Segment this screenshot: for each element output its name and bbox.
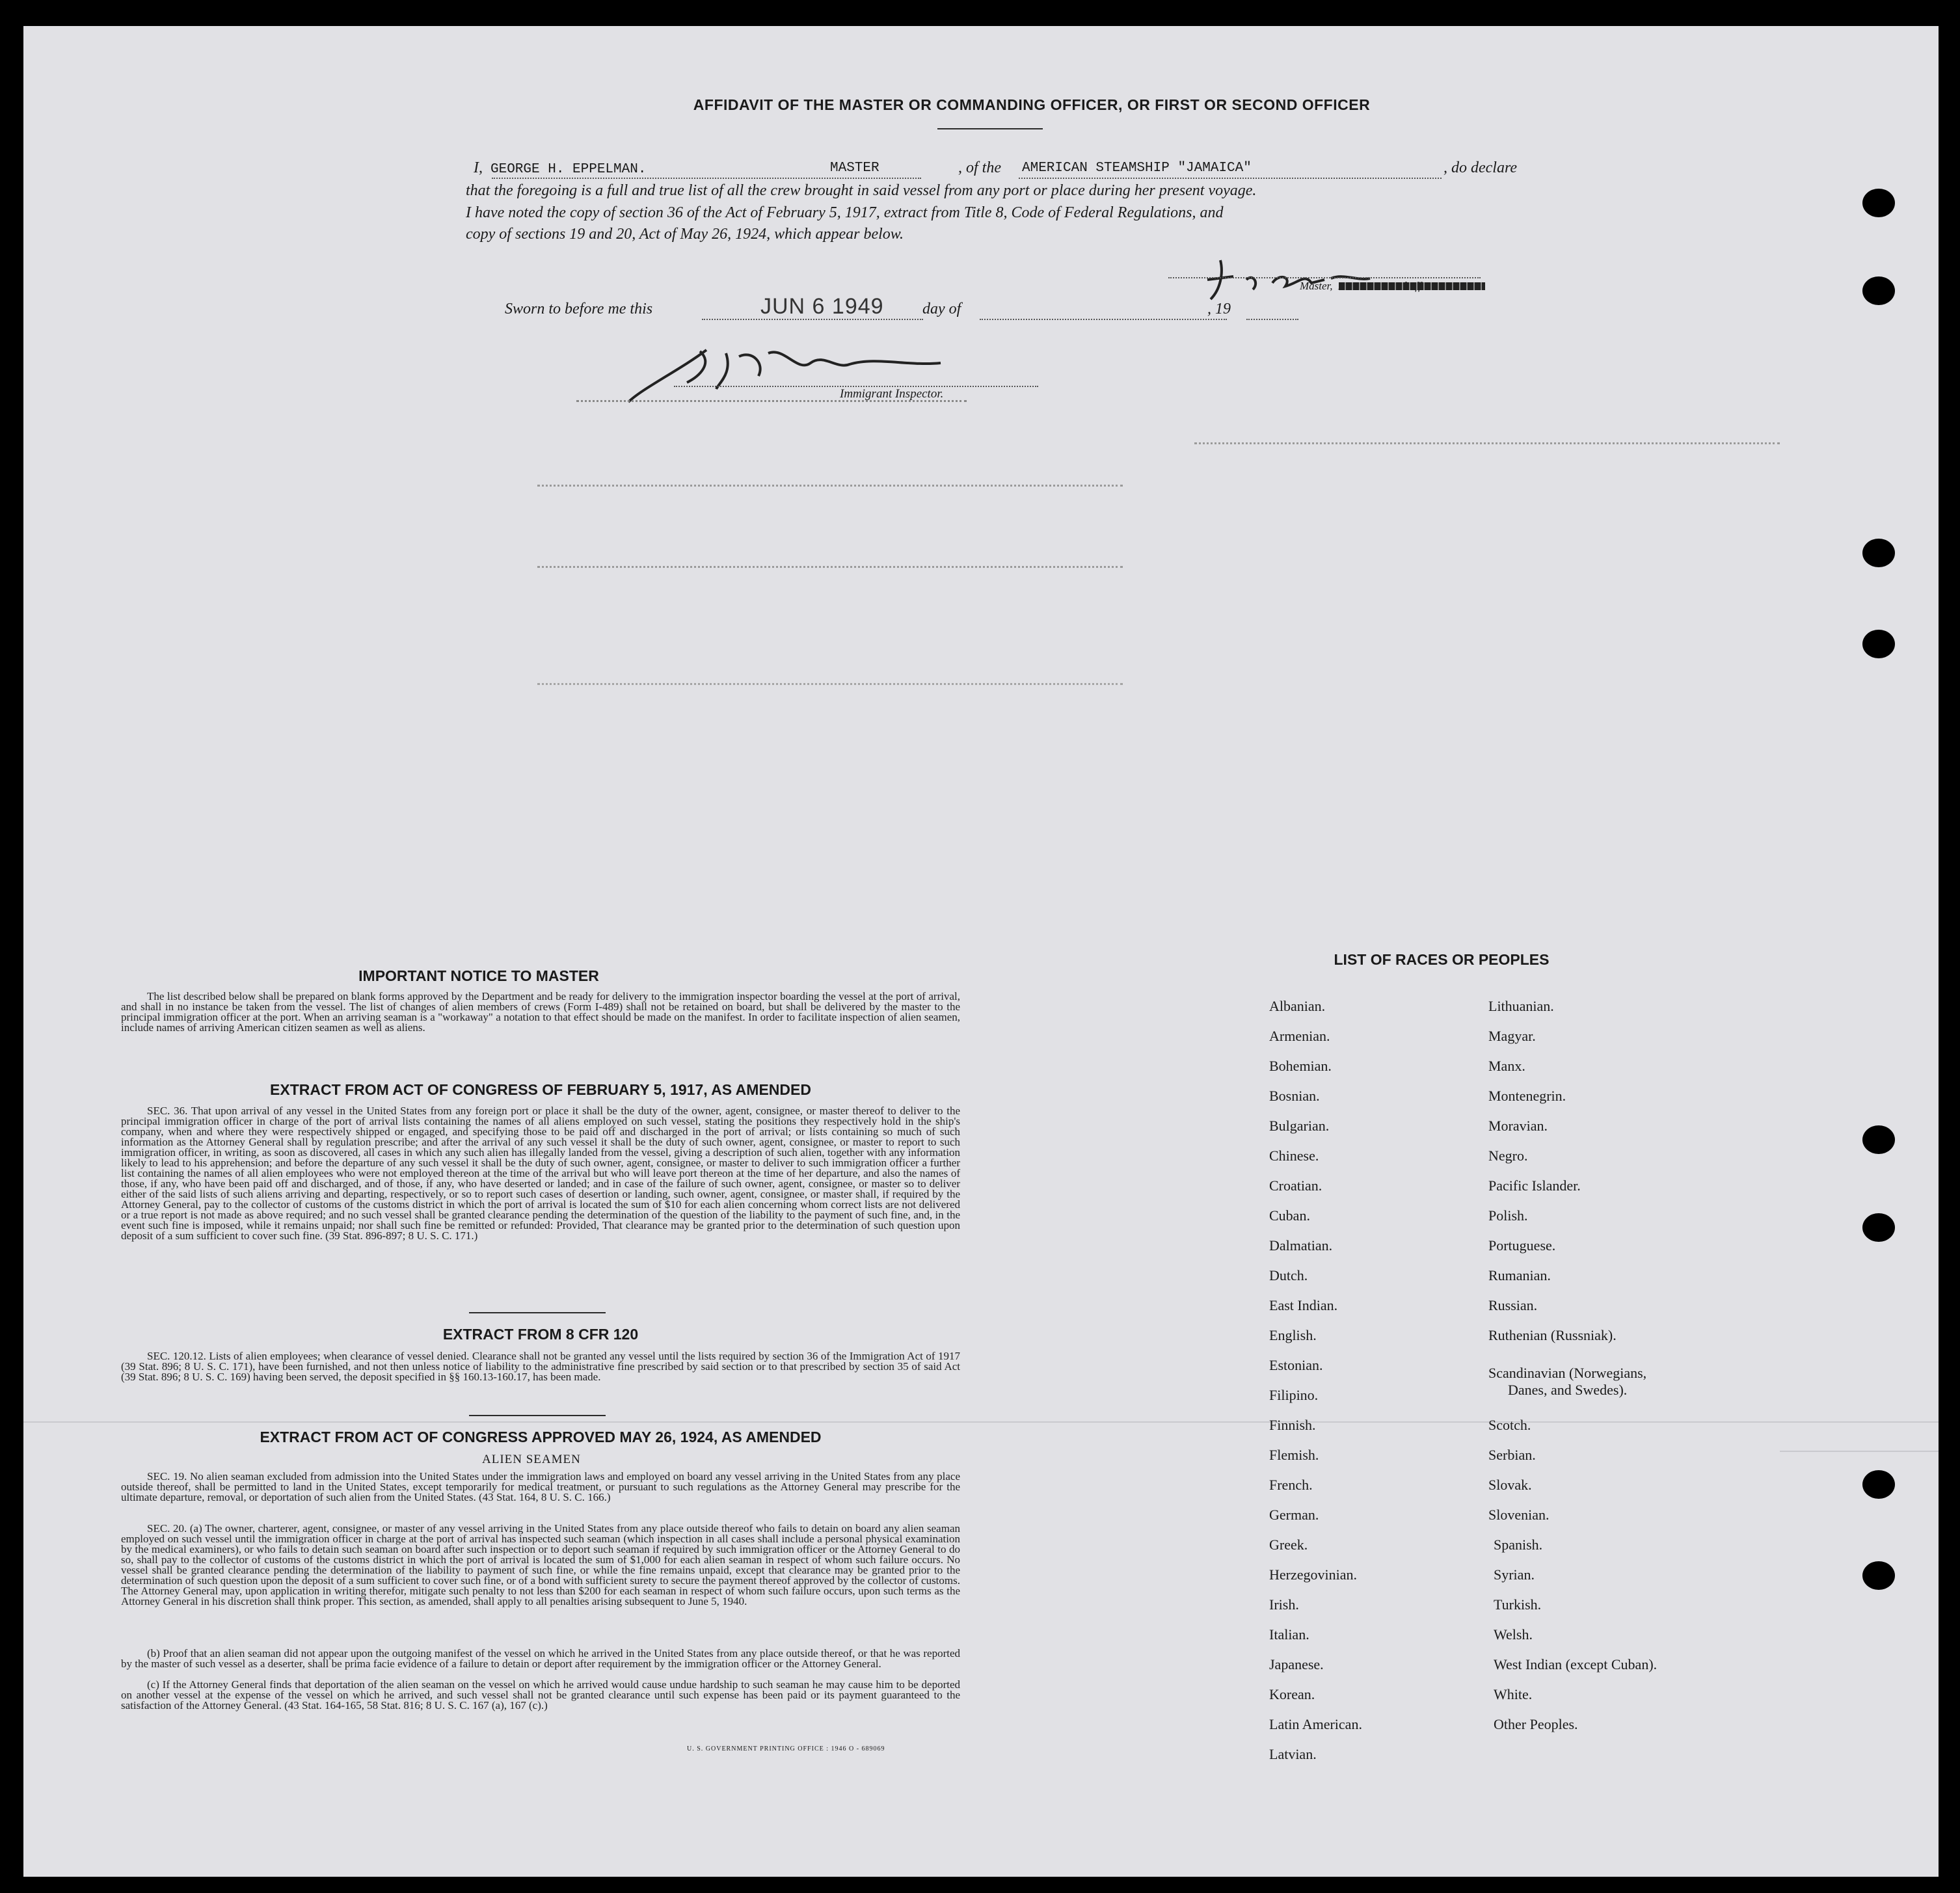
sworn-prefix: Sworn to before me this (505, 301, 653, 317)
race-item: Russian. (1488, 1297, 1538, 1313)
race-item: English. (1269, 1327, 1317, 1343)
sec-20b-body: (b) Proof that an alien seaman did not appear upon the outgoing manifest of the vessel on which he arrived in the United States from any place outside thereof, or that he was reported by the master of such vessel as a deserter, shall be prima facie evidence of a failure to detain or deport after requirement by the immigration officer or the Attorney General. (121, 1647, 960, 1670)
affidavit-line-3: I have noted the copy of section 36 of the Act of February 5, 1917, extract from Title 8, Code of Federal Regulations, and (466, 204, 1224, 221)
race-item: French. (1269, 1477, 1313, 1493)
do-declare-text: , do declare (1443, 159, 1518, 176)
race-item: East Indian. (1269, 1297, 1338, 1313)
extract-cfr-title: EXTRACT FROM 8 CFR 120 (442, 1326, 639, 1343)
races-title: LIST OF RACES OR PEOPLES (1334, 951, 1550, 968)
master-name: GEORGE H. EPPELMAN. (490, 162, 647, 177)
punch-hole (1862, 1470, 1895, 1499)
race-item: White. (1494, 1686, 1533, 1702)
race-item: Herzegovinian. (1269, 1566, 1357, 1583)
year-prefix: , 19 (1207, 301, 1231, 317)
race-item: Negro. (1488, 1148, 1528, 1164)
race-item: Slovenian. (1488, 1507, 1550, 1523)
inspector-signature (602, 337, 1045, 409)
race-item: Danes, and Swedes). (1508, 1382, 1628, 1398)
race-item: Scotch. (1488, 1417, 1531, 1433)
punch-hole (1862, 276, 1895, 305)
document-page (23, 26, 1939, 1877)
race-item: Japanese. (1269, 1656, 1324, 1672)
race-item: Manx. (1488, 1058, 1525, 1074)
race-item: Latvian. (1269, 1746, 1317, 1762)
race-item: Syrian. (1494, 1566, 1535, 1583)
race-item: Armenian. (1269, 1028, 1330, 1044)
extract-1924-title: EXTRACT FROM ACT OF CONGRESS APPROVED MAY 26, 1924, AS AMENDED (260, 1429, 822, 1445)
punch-hole (1862, 1125, 1895, 1154)
sec-20c-body: (c) If the Attorney General finds that deportation of the alien seaman on the vessel on which he arrived would cause undue hardship to such seaman he may cause him to be deported on another vessel at the expense of the vessel on which he arrived, and such vessel shall not be granted clearance until such expense has been paid or its payment guaranteed to the satisfaction of the Attorney General. (43 Stat. 164-165, 58 Stat. 816; 8 U. S. C. 167 (a), 167 (c).) (121, 1678, 960, 1712)
race-item: Irish. (1269, 1596, 1299, 1613)
race-item: Croatian. (1269, 1177, 1322, 1194)
race-item: Chinese. (1269, 1148, 1319, 1164)
race-item: Pacific Islander. (1488, 1177, 1581, 1194)
affidavit-line-2: that the foregoing is a full and true list of all the crew brought in said vessel from any port or place during her present voyage. (466, 182, 1257, 199)
race-item: Polish. (1488, 1207, 1528, 1224)
race-item: Estonian. (1269, 1357, 1323, 1373)
scan-line (23, 1421, 1939, 1423)
affidavit-line-4: copy of sections 19 and 20, Act of May 26, 1924, which appear below. (466, 226, 904, 243)
race-item: Moravian. (1488, 1118, 1548, 1134)
pronoun-text: I, (474, 159, 483, 176)
notice-body: The list described below shall be prepared on blank forms approved by the Department and be ready for delivery to the immigration inspector boarding the vessel at the port of arrival, and shall in no instance be taken from the vessel. The list of changes of alien members of crews (Form I-489) shall not be retained on board, but shall be delivered by the master to the principal immigration officer at the port. When an arriving seaman is a "workaway" a notation to that effect should be made on the manifest. In order to facilitate inspection of alien seamen, include names of arriving American citizen seamen as well as aliens. (121, 990, 960, 1034)
vessel-name: AMERICAN STEAMSHIP "JAMAICA" (1022, 161, 1252, 176)
master-signature-line (1168, 277, 1481, 278)
master-caption: Master, (1300, 280, 1333, 292)
strikeout-overtype (1339, 282, 1485, 290)
race-item: Dutch. (1269, 1267, 1308, 1283)
month-dotted-line (980, 319, 1227, 320)
race-item: Dalmatian. (1269, 1237, 1333, 1254)
sec-20a-body: SEC. 20. (a) The owner, charterer, agent, consignee, or master of any vessel arriving in the United States from any place outside thereof who fails to detain on board any alien seaman employed on such vessel until the immigration officer in charge at the port of arrival has inspected such seaman (which inspection in all cases shall include a personal physical examination by the medical examiners), or who fails to detain such seaman on board after such inspection or to deport such seaman if required by such immigration officer or the Attorney General to do so, shall pay to the collector of customs of the customs district in which the port of arrival is located the sum of $1,000 for each alien seaman in respect of whom such failure occurs. No vessel shall be granted clearance pending the determination of the liability to payment of such fine, or while the fine remains unpaid, except that clearance may be granted prior to the determination of such question upon the deposit of a sum sufficient to cover such fine, or of a bond with sufficient surety to secure the payment thereof approved by the collector of customs. The Attorney General may, upon application in writing therefor, mitigate such penalty to not less than $200 for each seaman in respect of whom such failure occurs, upon such terms as the Attorney General in his discretion shall think proper. This section, as amended, shall apply to all penalties arising subsequent to June 5, 1940. (121, 1522, 960, 1607)
section-rule (469, 1415, 606, 1416)
race-item: German. (1269, 1507, 1319, 1523)
race-item: Flemish. (1269, 1447, 1319, 1463)
scan-line (1780, 1451, 1939, 1452)
of-the-text: , of the (958, 159, 1001, 176)
name-dotted-line (492, 178, 921, 179)
section-rule (469, 1312, 606, 1313)
punch-hole (1862, 1213, 1895, 1242)
race-item: Albanian. (1269, 998, 1326, 1014)
notice-title: IMPORTANT NOTICE TO MASTER (358, 967, 599, 984)
date-stamp: JUN 6 1949 (760, 294, 884, 319)
race-item: Bohemian. (1269, 1058, 1332, 1074)
race-item: Magyar. (1488, 1028, 1536, 1044)
title-rule (937, 128, 1043, 129)
punch-hole (1862, 1561, 1895, 1590)
punch-hole (1862, 189, 1895, 217)
punch-hole (1862, 630, 1895, 658)
affidavit-title: AFFIDAVIT OF THE MASTER OR COMMANDING OFFICER, OR FIRST OR SECOND OFFICER (693, 96, 1371, 113)
race-item: Slovak. (1488, 1477, 1532, 1493)
signature-caption (1300, 280, 1440, 293)
race-item: Filipino. (1269, 1387, 1319, 1403)
affidavit-line-1 (474, 159, 646, 177)
race-item: Bosnian. (1269, 1088, 1320, 1104)
race-item: Bulgarian. (1269, 1118, 1330, 1134)
punch-hole (1862, 539, 1895, 567)
inspector-caption: Immigrant Inspector. (840, 387, 944, 401)
race-item: Scandinavian (Norwegians, (1488, 1365, 1647, 1381)
race-item: Rumanian. (1488, 1267, 1551, 1283)
day-of-text: day of (922, 301, 961, 317)
race-item: Turkish. (1494, 1596, 1542, 1613)
vessel-dotted-line (1019, 178, 1442, 179)
extract-1917-title: EXTRACT FROM ACT OF CONGRESS OF FEBRUARY 5, 1917, AS AMENDED (270, 1081, 811, 1098)
race-item: Greek. (1269, 1537, 1308, 1553)
race-item: West Indian (except Cuban). (1494, 1656, 1658, 1672)
race-item: Italian. (1269, 1626, 1309, 1643)
printer-imprint: U. S. GOVERNMENT PRINTING OFFICE : 1946 O - 689069 (687, 1745, 885, 1752)
extract-1924-subtitle: ALIEN SEAMEN (482, 1453, 581, 1466)
race-item: Korean. (1269, 1686, 1315, 1702)
race-item: Montenegrin. (1488, 1088, 1566, 1104)
extract-1917-body: SEC. 36. That upon arrival of any vessel in the United States from any foreign port or place it shall be the duty of the owner, agent, consignee, or master thereof to deliver to the principal immigration officer in charge of the port of arrival lists containing the names of all aliens employed on such vessel, stating the positions they respectively hold in the ship's company, when and where they were respectively shipped or engaged, and specifying those to be paid off and discharged in the port of arrival; or lists containing so much of such information as the Attorney General shall by regulation prescribe; and after the arrival of any such vessel it shall be the duty of such owner, agent, consignee, or master to report to such immigration officer, in writing, as soon as discovered, all cases in which any such alien has illegally landed from the vessel, giving a description of such alien, together with any information likely to lead to his apprehension; and before the departure of any such vessel it shall be the duty of such owner, agent, consignee, or master to deliver to such immigration officer a further list containing the names of all alien employees who were not employed thereon at the time of the arrival but who will leave port thereon at the time of her departure, and also the names of those, if any, who have been paid off and discharged, and of those, if any, who have deserted or landed; and in case of the failure of such owner, agent, consignee, or master so to deliver either of the said lists of such aliens arriving and departing, respectively, or so to report such cases of desertion or landing, such owner, agent, consignee, or master shall, if required by the Attorney General, pay to the collector of customs of the customs district in which the port of arrival is located the sum of $10 for each alien concerning whom correct lists are not delivered or a true report is not made as above required; and no such vessel shall be granted clearance pending the determination of the question of the liability to the payment of such fine, and, in the event such fine is imposed, while it remains unpaid; nor shall such fine be remitted or refunded: Provided, That clearance may be granted prior to the determination of such question upon deposit of a sum sufficient to cover such fine. (39 Stat. 896-897; 8 U. S. C. 171.) (121, 1105, 960, 1242)
year-dotted-line (1246, 319, 1298, 320)
race-item: Lithuanian. (1488, 998, 1554, 1014)
race-item: Ruthenian (Russniak). (1488, 1327, 1617, 1343)
race-item: Finnish. (1269, 1417, 1316, 1433)
rank-value: MASTER (830, 161, 879, 176)
race-item: Welsh. (1494, 1626, 1533, 1643)
race-item: Spanish. (1494, 1537, 1543, 1553)
sec-19-body: SEC. 19. No alien seaman excluded from admission into the United States under the immigration laws and employed on board any vessel arriving in the United States from any place outside thereof, shall be permitted to land in the United States, except temporarily for medical treatment, or pursuant to such regulations as the Attorney General may prescribe for the ultimate departure, removal, or deportation of such alien from the United States. (43 Stat. 164, 8 U. S. C. 166.) (121, 1470, 960, 1503)
race-item: Latin American. (1269, 1716, 1362, 1732)
race-item: Cuban. (1269, 1207, 1310, 1224)
extract-cfr-body: SEC. 120.12. Lists of alien employees; when clearance of vessel denied. Clearance shall not be granted any vessel until the lists required by section 36 of the Immigration Act of 1917 (39 Stat. 896; 8 U. S. C. 171), have been furnished, and not then unless notice of liability to the administrative fine prescribed by said section or to that prescribed by section 35 of said Act (39 Stat. 896; 8 U. S. C. 169) having been served, the deposit specified in §§ 160.13-160.17, has been made. (121, 1350, 960, 1383)
race-item: Other Peoples. (1494, 1716, 1578, 1732)
race-item: Portuguese. (1488, 1237, 1556, 1254)
race-item: Serbian. (1488, 1447, 1536, 1463)
